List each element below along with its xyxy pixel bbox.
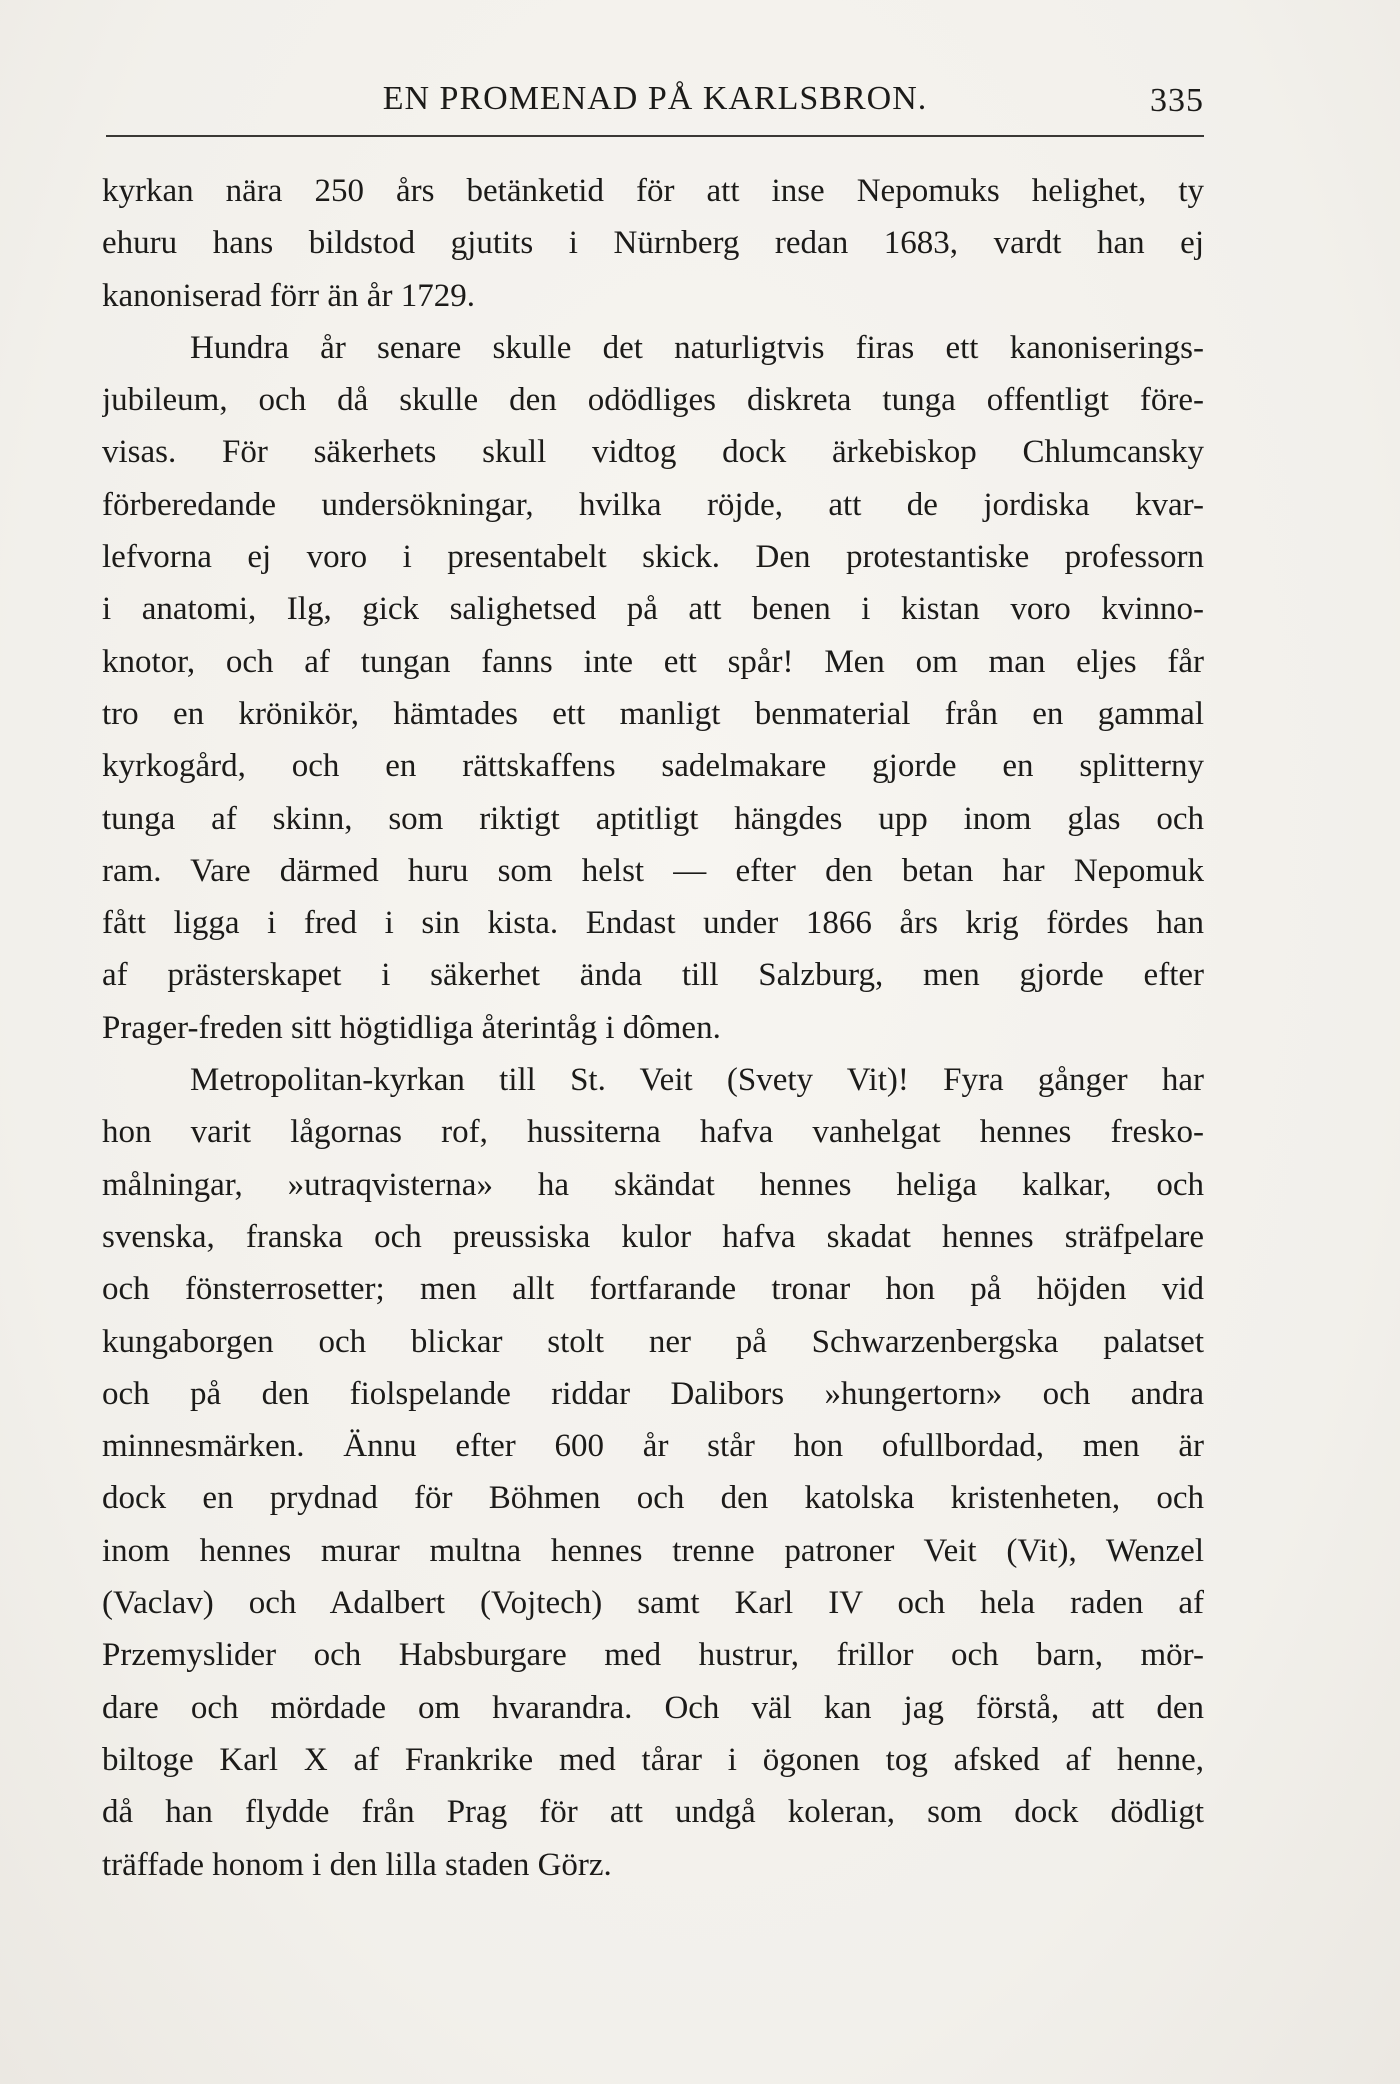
text-line: jubileum, och då skulle den odödliges diskreta tunga offentligt före- <box>102 382 1204 419</box>
text-line: och på den fiolspelande riddar Dalibors »hungertorn» och andra <box>102 1375 1204 1412</box>
text-line: i anatomi, Ilg, gick salighetsed på att benen i kistan voro kvinno- <box>102 591 1204 628</box>
text-line: inom hennes murar multna hennes trenne patroner Veit (Vit), Wenzel <box>102 1532 1204 1569</box>
text-line: kyrkogård, och en rättskaffens sadelmakare gjorde en splitterny <box>102 748 1204 785</box>
text-line: Przemyslider och Habsburgare med hustrur, frillor och barn, mör- <box>102 1637 1204 1674</box>
page-number: 335 <box>1150 82 1204 119</box>
text-line: kanoniserad förr än år 1729. <box>102 277 475 314</box>
text-line: af prästerskapet i säkerhet ända till Salzburg, men gjorde efter <box>102 957 1204 994</box>
text-line: dare och mördade om hvarandra. Och väl kan jag förstå, att den <box>102 1689 1204 1726</box>
text-line: (Vaclav) och Adalbert (Vojtech) samt Karl IV och hela raden af <box>102 1585 1204 1622</box>
body-text <box>102 165 1204 1891</box>
text-line: hon varit lågornas rof, hussiterna hafva vanhelgat hennes fresko- <box>102 1114 1204 1151</box>
paragraph <box>102 165 1204 322</box>
text-line: Prager-freden sitt högtidliga återintåg i dômen. <box>102 1009 721 1046</box>
text-line: och fönsterrosetter; men allt fortfarande tronar hon på höjden vid <box>102 1271 1204 1308</box>
text-line: träffade honom i den lilla staden Görz. <box>102 1846 612 1883</box>
running-title: EN PROMENAD PÅ KARLSBRON. <box>382 80 928 117</box>
text-line: biltoge Karl X af Frankrike med tårar i ögonen tog afsked af henne, <box>102 1741 1204 1778</box>
text-line: tro en krönikör, hämtades ett manligt benmaterial från en gammal <box>102 695 1204 732</box>
text-line: dock en prydnad för Böhmen och den katolska kristenheten, och <box>102 1480 1204 1517</box>
text-line: målningar, »utraqvisterna» ha skändat hennes heliga kalkar, och <box>102 1166 1204 1203</box>
text-line: svenska, franska och preussiska kulor hafva skadat hennes sträfpelare <box>102 1218 1204 1255</box>
text-line: minnesmärken. Ännu efter 600 år står hon ofullbordad, men är <box>102 1428 1204 1465</box>
text-line: lefvorna ej voro i presentabelt skick. Den protestantiske professorn <box>102 539 1204 576</box>
text-line: fått ligga i fred i sin kista. Endast under 1866 års krig fördes han <box>102 905 1204 942</box>
header-rule <box>106 135 1204 137</box>
running-head <box>106 74 1204 124</box>
paragraph <box>102 322 1204 1054</box>
text-line: Hundra år senare skulle det naturligtvis firas ett kanoniserings- <box>190 329 1204 366</box>
text-line: visas. För säkerhets skull vidtog dock ärkebiskop Chlumcansky <box>102 434 1204 471</box>
text-line: ram. Vare därmed huru som helst — efter den betan har Nepomuk <box>102 852 1204 889</box>
text-line: knotor, och af tungan fanns inte ett spår! Men om man eljes får <box>102 643 1204 680</box>
text-line: förberedande undersökningar, hvilka röjde, att de jordiska kvar- <box>102 486 1204 523</box>
text-line: då han flydde från Prag för att undgå koleran, som dock dödligt <box>102 1794 1204 1831</box>
text-line: tunga af skinn, som riktigt aptitligt hängdes upp inom glas och <box>102 800 1204 837</box>
text-line: Metropolitan-kyrkan till St. Veit (Svety Vit)! Fyra gånger har <box>190 1062 1204 1099</box>
paragraph <box>102 1054 1204 1891</box>
text-line: ehuru hans bildstod gjutits i Nürnberg redan 1683, vardt han ej <box>102 225 1204 262</box>
text-line: kyrkan nära 250 års betänketid för att inse Nepomuks helighet, ty <box>102 173 1204 209</box>
text-line: kungaborgen och blickar stolt ner på Schwarzenbergska palatset <box>102 1323 1204 1360</box>
